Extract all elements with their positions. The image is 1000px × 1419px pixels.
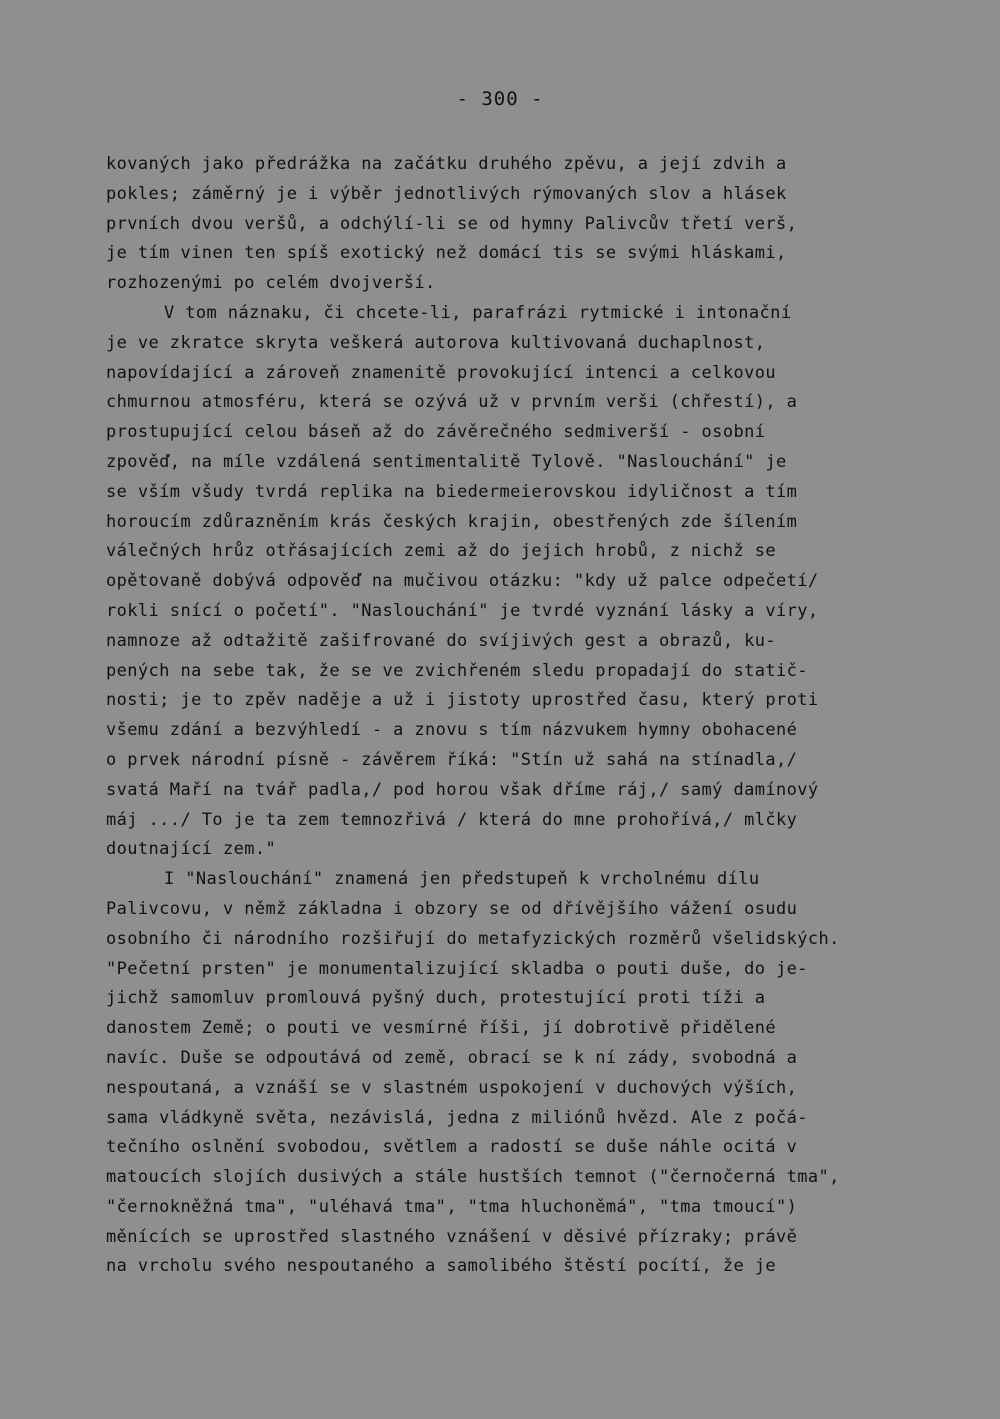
text-line: I "Naslouchání" znamená jen předstupeň k vrcholnému dílu <box>164 869 760 890</box>
text-line: se vším všudy tvrdá replika na biedermeierovskou idyličnost a tím <box>106 481 798 502</box>
text-line: prvních dvou veršů, a odchýlí-li se od hymny Palivcův třetí verš, <box>106 213 798 234</box>
text-line: doutnající zem." <box>106 839 277 860</box>
text-line: danostem Země; o pouti ve vesmírné říši, jí dobrotivě přidělené <box>106 1018 776 1039</box>
text-line: o prvek národní písně - závěrem říká: "Stín už sahá na stínadla,/ <box>106 749 798 770</box>
text-line: svatá Maří na tvář padla,/ pod horou však dříme ráj,/ samý damínový <box>106 779 819 800</box>
text-line: namnoze až odtažitě zašifrované do svíjivých gest a obrazů, ku- <box>106 630 776 651</box>
text-line: V tom náznaku, či chcete-li, parafrázi rytmické i intonační <box>164 302 792 323</box>
text-line: tečního oslnění svobodou, světlem a radostí se duše náhle ocitá v <box>106 1137 798 1158</box>
text-line: osobního či národního rozšiřují do metafyzických rozměrů všelidských. <box>106 928 840 949</box>
text-line: jichž samomluv promlouvá pyšný duch, protestující proti tíži a <box>106 988 766 1009</box>
text-line: pených na sebe tak, že se ve zvichřeném sledu propadají do statič- <box>106 660 808 681</box>
text-line: nespoutaná, a vznáší se v slastném uspokojení v duchových výších, <box>106 1077 798 1098</box>
text-line: zpověď, na míle vzdálená sentimentalitě Tylově. "Naslouchání" je <box>106 451 787 472</box>
text-line: na vrcholu svého nespoutaného a samolibého štěstí pocítí, že je <box>106 1256 776 1277</box>
body-text <box>106 150 946 1282</box>
text-line: válečných hrůz otřásajících zemi až do jejich hrobů, z nichž se <box>106 541 776 562</box>
text-line: je ve zkratce skryta veškerá autorova kultivovaná duchaplnost, <box>106 332 766 353</box>
page-number: - 300 - <box>456 88 544 110</box>
text-line: "černokněžná tma", "uléhavá tma", "tma hluchoněmá", "tma tmoucí") <box>106 1196 798 1217</box>
text-line: opětovaně dobývá odpověď na mučivou otázku: "kdy už palce odpečetí/ <box>106 571 819 592</box>
text-line: horoucím zdůrazněním krás českých krajin, obestřených zde šílením <box>106 511 798 532</box>
text-line: pokles; záměrný je i výběr jednotlivých rýmovaných slov a hlásek <box>106 183 787 204</box>
text-line: nosti; je to zpěv naděje a už i jistoty uprostřed času, který proti <box>106 690 819 711</box>
text-line: chmurnou atmosféru, která se ozývá už v prvním verši (chřestí), a <box>106 392 798 413</box>
text-line: kovaných jako předrážka na začátku druhého zpěvu, a její zdvih a <box>106 154 787 174</box>
text-line: navíc. Duše se odpoutává od země, obrací se k ní zády, svobodná a <box>106 1047 798 1068</box>
text-line: máj .../ To je ta zem temnozřivá / která do mne prohořívá,/ mlčky <box>106 809 798 830</box>
text-line: Palivcovu, v němž základna i obzory se od dřívějšího vážení osudu <box>106 898 798 919</box>
text-line: je tím vinen ten spíš exotický než domácí tis se svými hláskami, <box>106 243 787 264</box>
text-line: všemu zdání a bezvýhledí - a znovu s tím názvukem hymny obohacené <box>106 720 798 741</box>
text-line: měnících se uprostřed slastného vznášení v děsivé přízraky; právě <box>106 1226 798 1247</box>
text-line: prostupující celou báseň až do závěrečného sedmiverší - osobní <box>106 422 766 443</box>
text-line: matoucích slojích dusivých a stále hustších temnot ("černočerná tma", <box>106 1167 840 1188</box>
text-line: rozhozenými po celém dvojverší. <box>106 273 436 294</box>
text-line: "Pečetní prsten" je monumentalizující skladba o pouti duše, do je- <box>106 958 808 979</box>
text-line: sama vládkyně světa, nezávislá, jedna z miliónů hvězd. Ale z počá- <box>106 1107 808 1128</box>
text-line: napovídající a zároveň znamenitě provokující intenci a celkovou <box>106 362 776 383</box>
text-line: rokli snící o početí". "Naslouchání" je tvrdé vyznání lásky a víry, <box>106 600 819 621</box>
